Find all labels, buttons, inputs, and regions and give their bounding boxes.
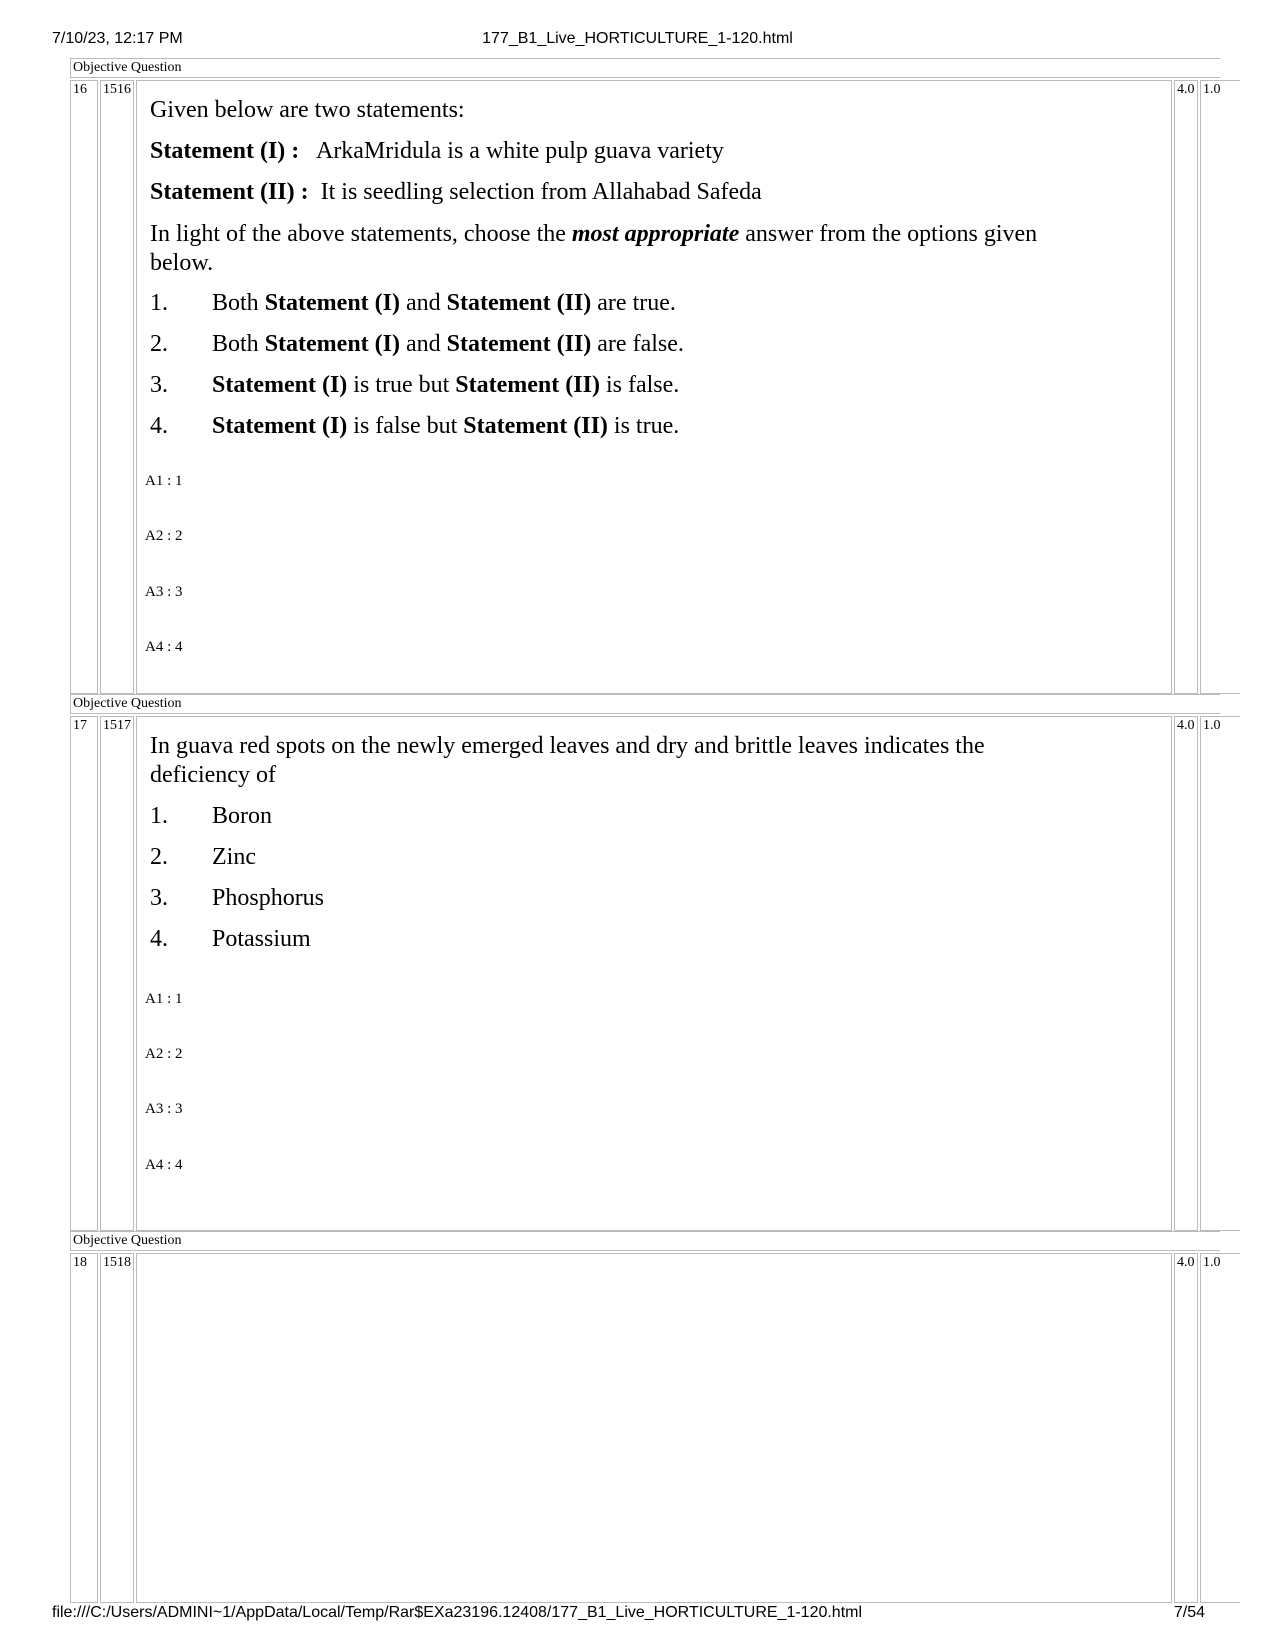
question-number: 17 xyxy=(70,716,98,1231)
option-text: Statement (I) xyxy=(212,413,348,439)
option-3 xyxy=(150,371,679,400)
question-type-label: Objective Question xyxy=(70,58,1220,78)
question-id: 1517 xyxy=(100,716,134,1231)
question-body xyxy=(136,1253,1172,1603)
question-id: 1516 xyxy=(100,80,134,694)
option-1 xyxy=(150,802,272,831)
statement-1 xyxy=(150,137,1050,166)
statement-1-text: ArkaMridula is a white pulp guava variety xyxy=(315,138,724,164)
answer-key-1: A1 : 1 xyxy=(145,991,183,1007)
option-number: 1. xyxy=(150,803,168,829)
question-type-label: Objective Question xyxy=(70,1231,1220,1251)
answer-key-1: A1 : 1 xyxy=(145,473,183,489)
question-negative-marks: 1.0 xyxy=(1200,716,1240,1231)
option-text: is true. xyxy=(607,413,680,439)
option-text: Statement (II) xyxy=(446,331,592,357)
statement-2-label: Statement (II) : xyxy=(150,179,309,205)
option-number: 1. xyxy=(150,290,168,316)
question-intro: Given below are two statements: xyxy=(150,97,465,123)
option-text: Zinc xyxy=(212,844,256,870)
option-text: Statement (I) xyxy=(264,290,400,316)
option-4 xyxy=(150,925,311,954)
question-block-16 xyxy=(70,58,1220,694)
question-text: In guava red spots on the newly emerged leaves and dry and brittle leaves indicates the deficiency of xyxy=(150,733,985,788)
print-title: 177_B1_Live_HORTICULTURE_1-120.html xyxy=(482,30,793,47)
statement-1-label: Statement (I) : xyxy=(150,138,300,164)
question-number: 18 xyxy=(70,1253,98,1603)
question-marks: 4.0 xyxy=(1174,1253,1198,1603)
question-type-label: Objective Question xyxy=(70,694,1220,714)
question-negative-marks: 1.0 xyxy=(1200,1253,1240,1603)
question-block-18 xyxy=(70,1231,1220,1596)
question-number: 16 xyxy=(70,80,98,694)
instruction-part: In light of the above statements, choose the xyxy=(150,221,572,247)
answer-key-4: A4 : 4 xyxy=(145,1157,183,1173)
question-body xyxy=(136,716,1172,1231)
question-marks: 4.0 xyxy=(1174,80,1198,694)
answer-key-2: A2 : 2 xyxy=(145,1046,183,1062)
option-number: 2. xyxy=(150,331,168,357)
option-2 xyxy=(150,330,684,359)
option-1 xyxy=(150,289,676,318)
option-text: are true. xyxy=(591,290,676,316)
option-text: is false but xyxy=(347,413,464,439)
option-4 xyxy=(150,412,679,441)
option-text: Statement (II) xyxy=(455,372,600,398)
option-text: Statement (I) xyxy=(264,331,400,357)
option-text: Boron xyxy=(212,803,272,829)
print-file-path: file:///C:/Users/ADMINI~1/AppData/Local/Temp/Rar$EXa23196.12408/177_B1_Live_HORTICULTURE_1-120.html xyxy=(52,1604,863,1621)
instruction-text xyxy=(150,220,1050,278)
answer-key-3: A3 : 3 xyxy=(145,1101,183,1117)
instruction-part: answer from the options given below. xyxy=(150,221,1038,276)
instruction-emphasis: most appropriate xyxy=(571,221,740,247)
option-text: and xyxy=(399,290,447,316)
option-text: are false. xyxy=(591,331,684,357)
option-text: Statement (II) xyxy=(463,413,608,439)
option-2 xyxy=(150,843,256,872)
option-number: 2. xyxy=(150,844,168,870)
option-text: is false. xyxy=(599,372,680,398)
option-text: and xyxy=(399,331,447,357)
statement-2 xyxy=(150,178,1050,207)
option-text: Both xyxy=(212,290,265,316)
option-text: Statement (I) xyxy=(212,372,348,398)
statement-2-text: It is seedling selection from Allahabad Safeda xyxy=(320,179,762,205)
question-id: 1518 xyxy=(100,1253,134,1603)
option-text: Phosphorus xyxy=(212,885,325,911)
option-text: Potassium xyxy=(212,926,311,952)
question-negative-marks: 1.0 xyxy=(1200,80,1240,694)
option-number: 4. xyxy=(150,413,168,439)
question-block-17 xyxy=(70,694,1220,1231)
option-number: 4. xyxy=(150,926,168,952)
option-text: is true but xyxy=(347,372,456,398)
option-3 xyxy=(150,884,324,913)
option-number: 3. xyxy=(150,885,168,911)
answer-key-3: A3 : 3 xyxy=(145,584,183,600)
print-page-number: 7/54 xyxy=(1173,1604,1205,1621)
answer-key-4: A4 : 4 xyxy=(145,639,183,655)
answer-key-2: A2 : 2 xyxy=(145,528,183,544)
option-text: Statement (II) xyxy=(446,290,592,316)
option-text: Both xyxy=(212,331,265,357)
question-marks: 4.0 xyxy=(1174,716,1198,1231)
option-number: 3. xyxy=(150,372,168,398)
print-datetime: 7/10/23, 12:17 PM xyxy=(52,30,183,47)
